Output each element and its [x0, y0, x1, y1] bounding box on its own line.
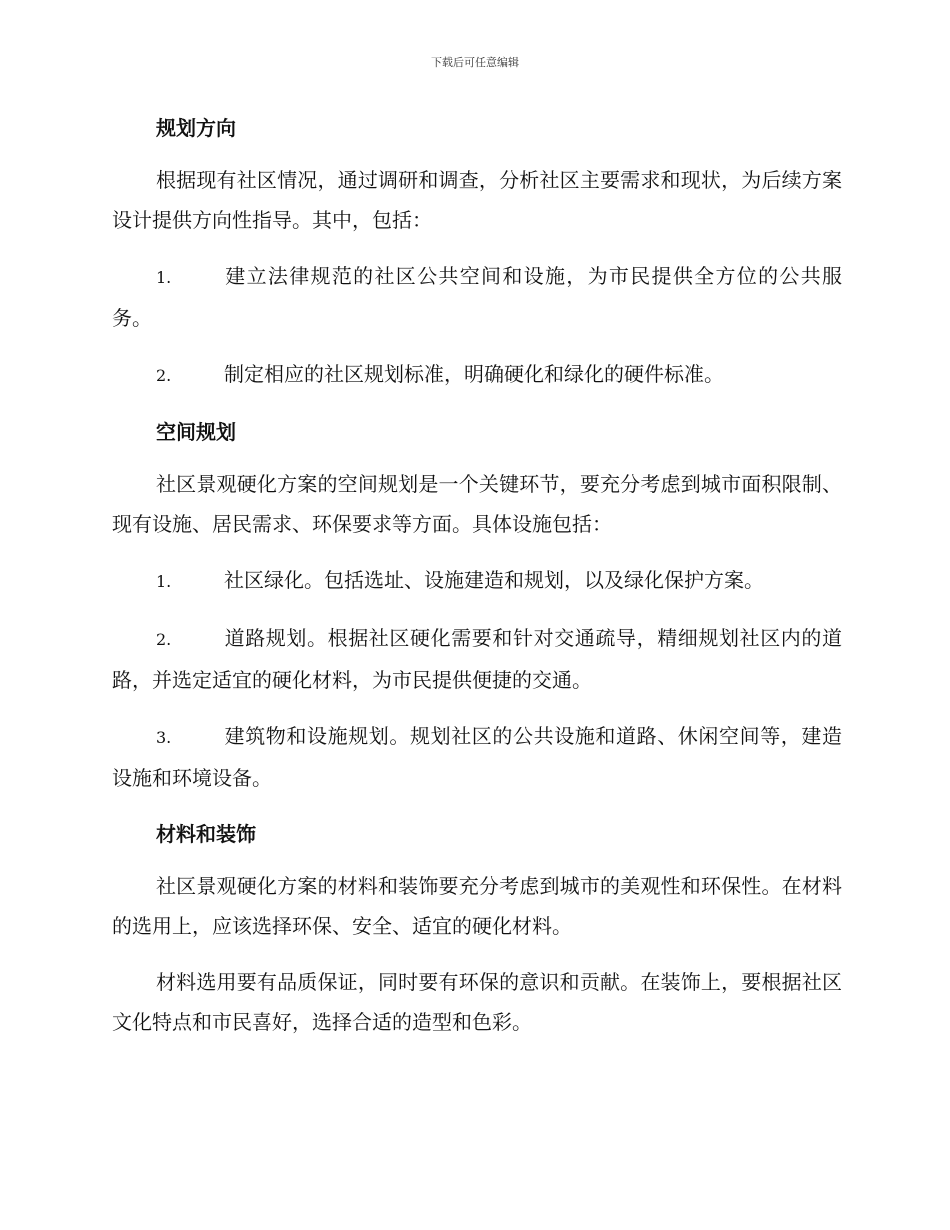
list-text: 社区绿化。包括选址、设施建造和规划，以及绿化保护方案。: [224, 568, 764, 592]
list-text: 建立法律规范的社区公共空间和设施，为市民提供全方位的公共服务。: [112, 264, 842, 330]
section-heading-planning-direction: 规划方向: [156, 116, 236, 140]
paragraph: 社区景观硬化方案的材料和装饰要充分考虑到城市的美观性和环保性。在材料的选用上，应该选择环保、安全、适宜的硬化材料。: [112, 874, 842, 938]
list-item: [112, 256, 842, 338]
page-header: 下载后可任意编辑: [431, 56, 519, 69]
list-number: 3.: [156, 728, 172, 747]
list-text: 制定相应的社区规划标准，明确硬化和绿化的硬件标准。: [224, 362, 724, 386]
list-text: 道路规划。根据社区硬化需要和针对交通疏导，精细规划社区内的道路，并选定适宜的硬化材料，为市民提供便捷的交通。: [112, 626, 842, 692]
paragraph: 材料选用要有品质保证，同时要有环保的意识和贡献。在装饰上，要根据社区文化特点和市民喜好，选择合适的造型和色彩。: [112, 970, 842, 1034]
list-item: [112, 560, 842, 602]
list-number: 1.: [156, 268, 172, 287]
paragraph: 根据现有社区情况，通过调研和调查，分析社区主要需求和现状，为后续方案设计提供方向性指导。其中，包括：: [112, 168, 842, 232]
list-text: 建筑物和设施规划。规划社区的公共设施和道路、休闲空间等，建造设施和环境设备。: [112, 724, 842, 790]
document-body: [112, 108, 842, 1058]
list-item: [112, 354, 842, 396]
list-number: 2.: [156, 630, 172, 649]
section-heading-space-planning: 空间规划: [156, 420, 236, 444]
section-heading-materials-decoration: 材料和装饰: [156, 822, 256, 846]
list-number: 2.: [156, 366, 172, 385]
list-item: [112, 716, 842, 798]
paragraph: 社区景观硬化方案的空间规划是一个关键环节，要充分考虑到城市面积限制、现有设施、居民需求、环保要求等方面。具体设施包括：: [112, 472, 842, 536]
list-number: 1.: [156, 572, 172, 591]
list-item: [112, 618, 842, 700]
